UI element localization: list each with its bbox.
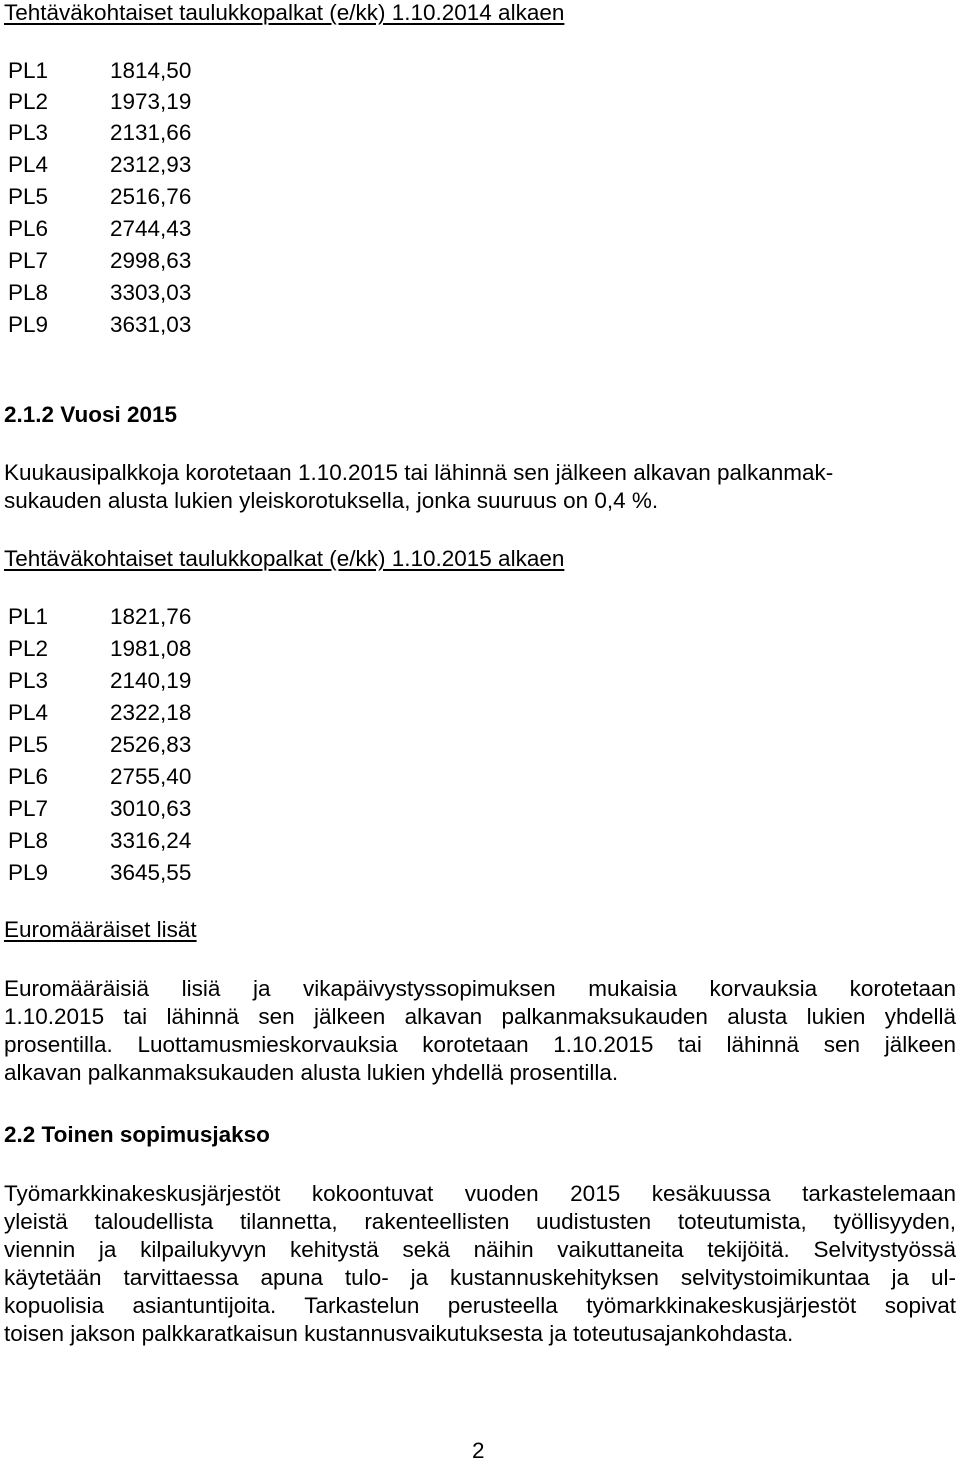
pay-level: PL7 [8, 796, 49, 821]
page-number: 2 [472, 1438, 485, 1463]
section-title-second-period: 2.2 Toinen sopimusjakso [4, 1122, 270, 1147]
pay-value: 2131,66 [110, 120, 192, 145]
euro-allowances-paragraph [4, 975, 956, 1087]
pay-value: 2140,19 [110, 668, 192, 693]
pay-value: 1973,19 [110, 89, 192, 114]
pay-value: 3631,03 [110, 312, 192, 337]
pay-value: 3010,63 [110, 796, 192, 821]
pay-level: PL3 [8, 668, 49, 693]
pay-value: 2526,83 [110, 732, 192, 757]
paragraph-line: käytetään tarvittaessa apuna tulo- ja kustannuskehityksen selvitystoimikuntaa ja ul- [4, 1265, 956, 1290]
paragraph-line: prosentilla. Luottamusmieskorvauksia korotetaan 1.10.2015 tai lähinnä sen jälkeen [4, 1032, 956, 1057]
pay-value: 1814,50 [110, 58, 192, 83]
paragraph-line: sukauden alusta lukien yleiskorotuksella, jonka suuruus on 0,4 %. [4, 488, 659, 513]
pay-table-2014-heading: Tehtäväkohtaiset taulukkopalkat (e/kk) 1.10.2014 alkaen [4, 0, 565, 25]
pay-level: PL3 [8, 120, 49, 145]
pay-level: PL2 [8, 89, 49, 114]
intro-paragraph-2015 [4, 459, 956, 515]
paragraph-line: toisen jakson palkkaratkaisun kustannusvaikutuksesta ja toteutusajankohdasta. [4, 1321, 794, 1346]
pay-level: PL4 [8, 152, 49, 177]
section-title-2015: 2.1.2 Vuosi 2015 [4, 402, 178, 427]
paragraph-line: Työmarkkinakeskusjärjestöt kokoontuvat vuoden 2015 kesäkuussa tarkastelemaan [4, 1181, 956, 1206]
pay-value: 2516,76 [110, 184, 192, 209]
pay-value: 1821,76 [110, 604, 192, 629]
pay-value: 3316,24 [110, 828, 192, 853]
paragraph-line: 1.10.2015 tai lähinnä sen jälkeen alkavan palkanmaksukauden alusta lukien yhdellä [4, 1004, 956, 1029]
pay-level: PL8 [8, 828, 49, 853]
pay-level: PL8 [8, 280, 49, 305]
pay-level: PL6 [8, 764, 49, 789]
pay-value: 2755,40 [110, 764, 192, 789]
pay-level: PL1 [8, 604, 49, 629]
pay-level: PL7 [8, 248, 49, 273]
pay-table-2015-heading: Tehtäväkohtaiset taulukkopalkat (e/kk) 1.10.2015 alkaen [4, 546, 565, 571]
paragraph-line: yleistä taloudellista tilannetta, rakenteellisten uudistusten toteutumista, työllisyyden, [4, 1209, 956, 1234]
pay-value: 2312,93 [110, 152, 192, 177]
paragraph-line: alkavan palkanmaksukauden alusta lukien yhdellä prosentilla. [4, 1060, 619, 1085]
paragraph-line: viennin ja kilpailukyvyn kehitystä sekä näihin vaikuttaneita tekijöitä. Selvitystyössä [4, 1237, 956, 1262]
paragraph-line: kopuolisia asiantuntijoita. Tarkastelun perusteella työmarkkinakeskusjärjestöt sopivat [4, 1293, 956, 1318]
pay-level: PL5 [8, 184, 49, 209]
pay-value: 2998,63 [110, 248, 192, 273]
pay-level: PL2 [8, 636, 49, 661]
euro-allowances-heading: Euromääräiset lisät [4, 917, 197, 942]
pay-value: 3303,03 [110, 280, 192, 305]
pay-level: PL9 [8, 860, 49, 885]
pay-value: 1981,08 [110, 636, 192, 661]
pay-level: PL4 [8, 700, 49, 725]
pay-value: 2322,18 [110, 700, 192, 725]
paragraph-line: Euromääräisiä lisiä ja vikapäivystyssopimuksen mukaisia korvauksia korotetaan [4, 976, 956, 1001]
pay-level: PL1 [8, 58, 49, 83]
paragraph-line: Kuukausipalkkoja korotetaan 1.10.2015 tai lähinnä sen jälkeen alkavan palkanmak- [4, 460, 834, 485]
pay-value: 2744,43 [110, 216, 192, 241]
pay-value: 3645,55 [110, 860, 192, 885]
pay-level: PL5 [8, 732, 49, 757]
second-period-paragraph [4, 1180, 956, 1348]
pay-level: PL9 [8, 312, 49, 337]
pay-level: PL6 [8, 216, 49, 241]
